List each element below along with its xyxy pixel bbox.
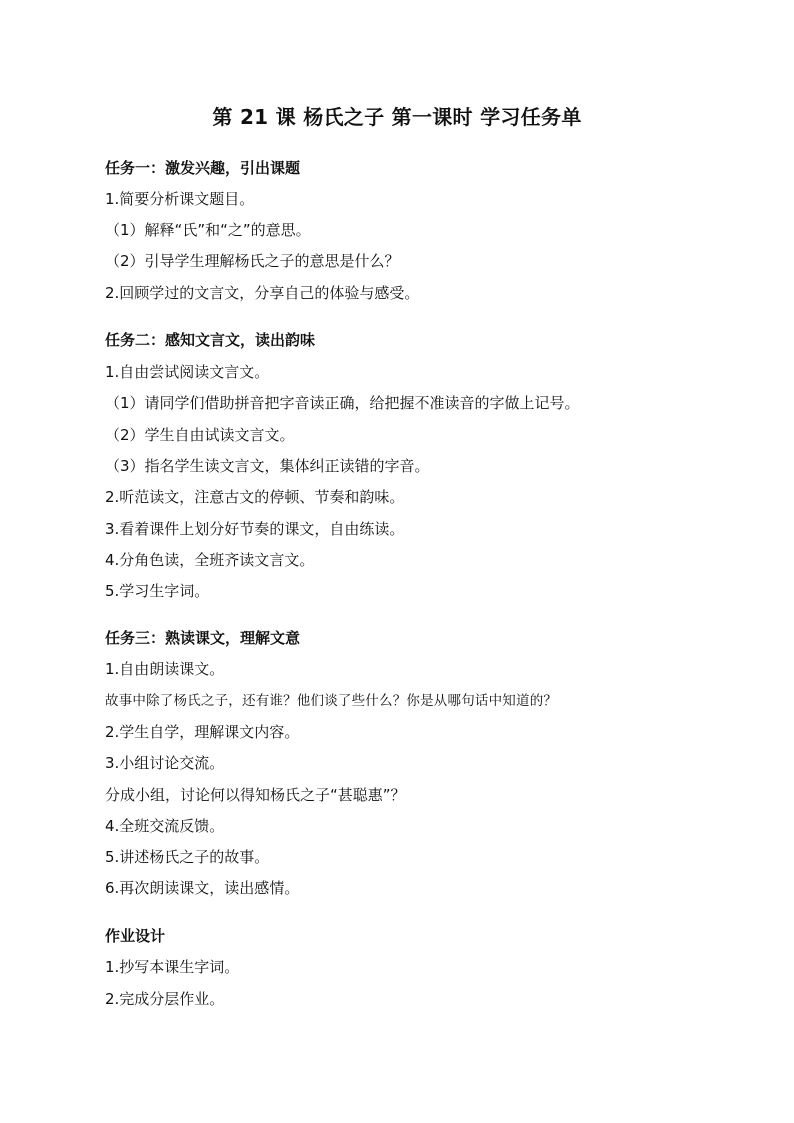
task3-heading: 任务三：熟读课文，理解文意 bbox=[105, 629, 301, 647]
task3-line-6: 4.全班交流反馈。 bbox=[105, 817, 225, 835]
homework-line-1: 1.抄写本课生字词。 bbox=[105, 958, 240, 976]
task2-line-4: （3）指名学生读文言文，集体纠正读错的字音。 bbox=[105, 457, 430, 475]
task2-line-2: （1）请同学们借助拼音把字音读正确，给把握不准读音的字做上记号。 bbox=[105, 394, 580, 412]
task2-line-1: 1.自由尝试阅读文言文。 bbox=[105, 363, 270, 381]
task2-heading: 任务二：感知文言文，读出韵味 bbox=[105, 331, 316, 349]
task3-line-1: 1.自由朗读课文。 bbox=[105, 660, 225, 678]
document-title: 第 21 课 杨氏之子 第一课时 学习任务单 bbox=[212, 105, 582, 129]
task2-line-3: （2）学生自由试读文言文。 bbox=[105, 426, 295, 444]
task2-line-7: 4.分角色读，全班齐读文言文。 bbox=[105, 551, 315, 569]
task3-line-4: 3.小组讨论交流。 bbox=[105, 754, 225, 772]
task3-line-7: 5.讲述杨氏之子的故事。 bbox=[105, 848, 270, 866]
task1-heading: 任务一：激发兴趣，引出课题 bbox=[105, 159, 301, 177]
homework-line-2: 2.完成分层作业。 bbox=[105, 990, 225, 1008]
task1-line-4: 2.回顾学过的文言文，分享自己的体验与感受。 bbox=[105, 284, 420, 302]
task3-line-2: 故事中除了杨氏之子，还有谁？他们谈了些什么？你是从哪句话中知道的？ bbox=[105, 693, 558, 709]
task1-line-3: （2）引导学生理解杨氏之子的意思是什么？ bbox=[105, 252, 400, 270]
task2-line-5: 2.听范读文，注意古文的停顿、节奏和韵味。 bbox=[105, 488, 405, 506]
task1-line-1: 1.简要分析课文题目。 bbox=[105, 190, 255, 208]
task3-line-3: 2.学生自学，理解课文内容。 bbox=[105, 723, 300, 741]
task1-line-2: （1）解释“氏”和“之”的意思。 bbox=[105, 221, 311, 239]
task2-line-6: 3.看着课件上划分好节奏的课文，自由练读。 bbox=[105, 520, 405, 538]
task3-line-5: 分成小组，讨论何以得知杨氏之子“甚聪惠”？ bbox=[105, 786, 406, 804]
homework-heading: 作业设计 bbox=[105, 927, 166, 945]
task3-line-8: 6.再次朗读课文，读出感情。 bbox=[105, 879, 300, 897]
task2-line-8: 5.学习生字词。 bbox=[105, 582, 210, 600]
